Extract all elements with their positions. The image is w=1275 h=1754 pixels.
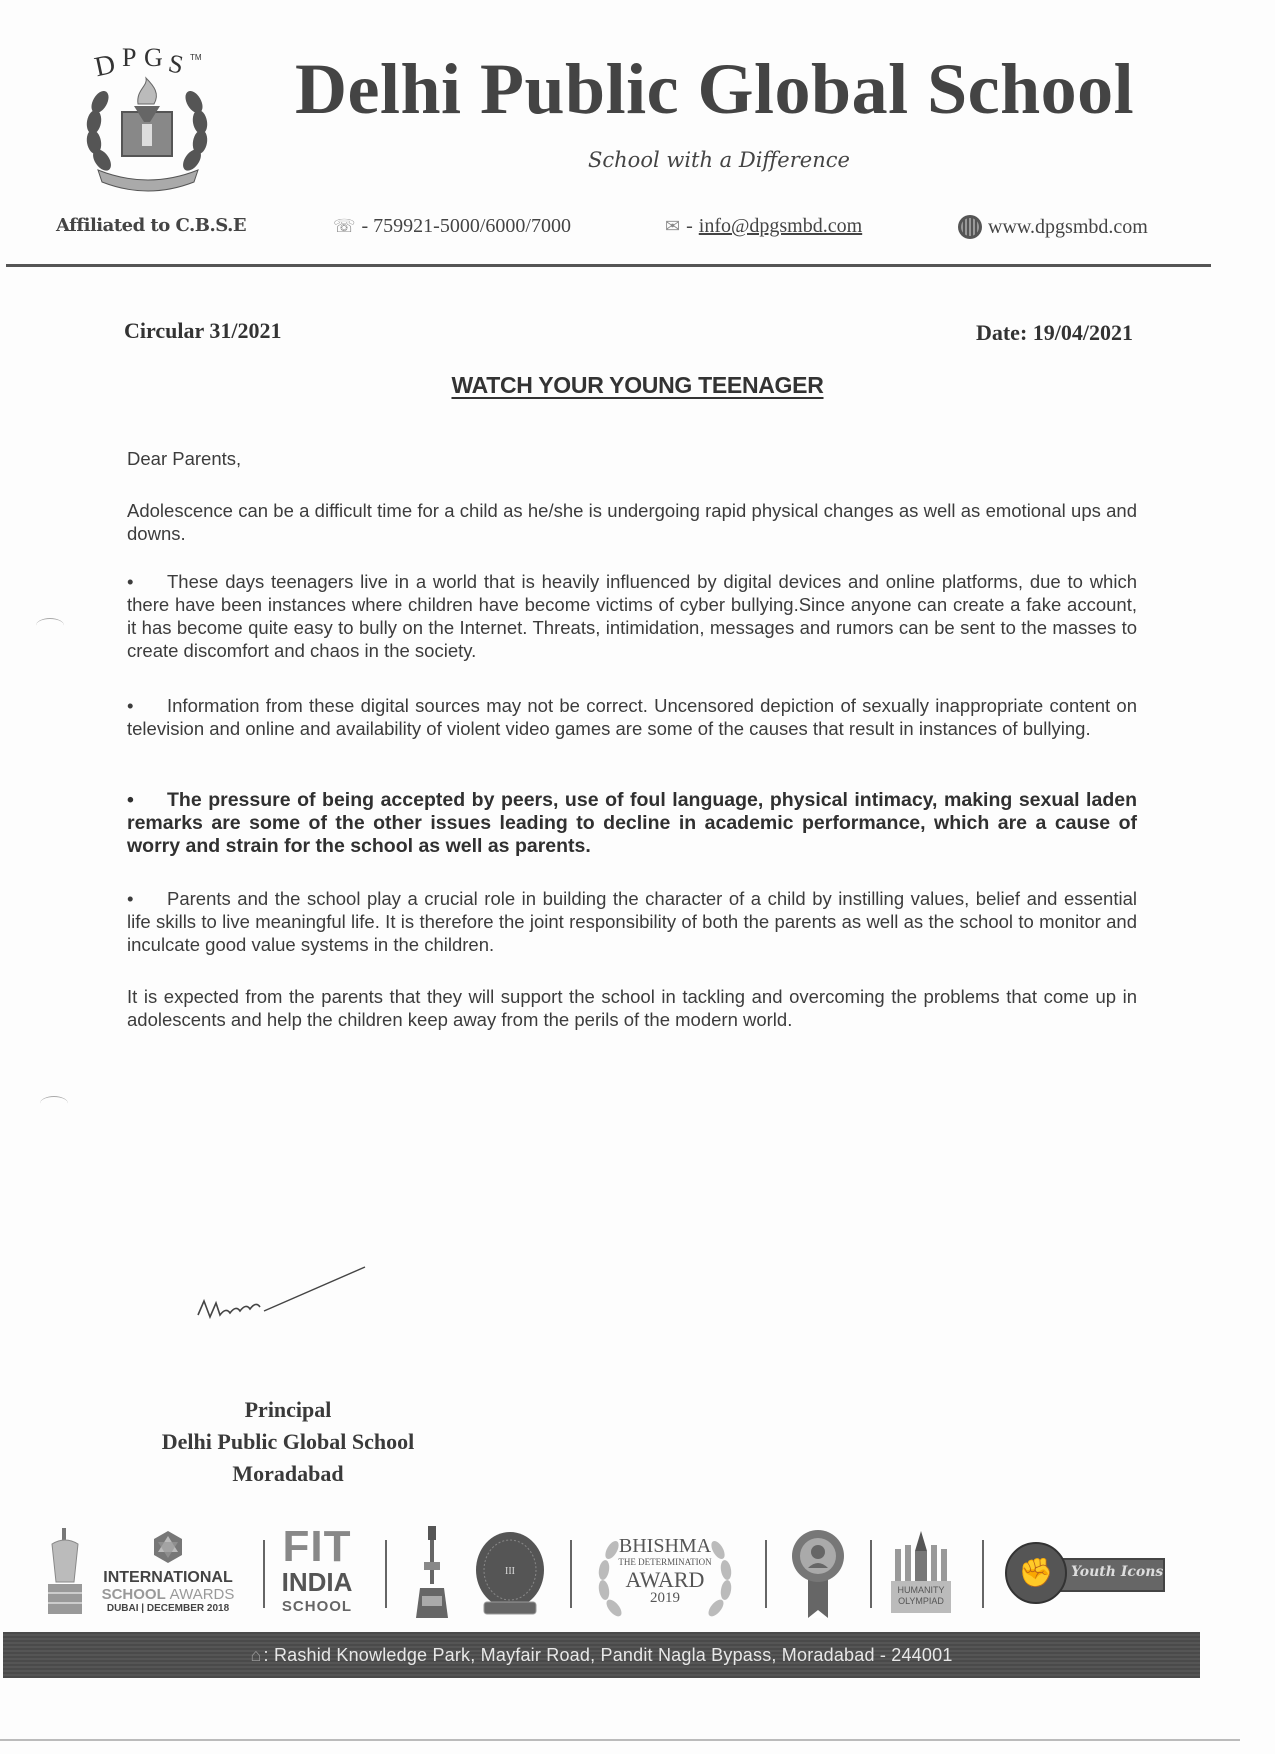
bullet-point: [127, 570, 1137, 662]
rosette-medal-icon: [788, 1522, 848, 1622]
humanity-line-1: HUMANITY: [897, 1585, 945, 1595]
separator: [982, 1540, 984, 1608]
isa-line-2: [102, 1587, 235, 1602]
circular-date: Date: 19/04/2021: [975, 320, 1133, 345]
school-tagline: School with a Difference: [588, 148, 850, 172]
bullet-icon: •: [127, 888, 134, 909]
bullet-point: [127, 694, 1137, 740]
separator: [870, 1540, 872, 1608]
greeting: Dear Parents,: [127, 448, 242, 469]
bullet-point-bold: [127, 789, 1137, 858]
email-contact: [665, 215, 862, 238]
youth-icons-badge: [1005, 1522, 1165, 1622]
bhishma-line-4: 2019: [650, 1590, 680, 1606]
seal-text: III: [505, 1566, 515, 1577]
pencils-icon: [891, 1531, 951, 1581]
bullet-icon: •: [127, 571, 134, 592]
website-contact: [958, 215, 1148, 239]
signatory-school: Delhi Public Global School: [161, 1429, 415, 1454]
location-pin-icon: ⌂: [250, 1644, 262, 1665]
pillar-trophy-icon: [410, 1522, 454, 1622]
international-school-awards-badge: [88, 1522, 248, 1622]
fit-line-2: INDIA: [281, 1566, 353, 1597]
humanity-line-2: OLYMPIAD: [898, 1596, 944, 1606]
youth-icons-label: Youth Icons: [1071, 1564, 1164, 1580]
awards-strip: [30, 1522, 1190, 1622]
svg-text:G: G: [144, 43, 163, 72]
bullet-text: The pressure of being accepted by peers, use of foul language, physical intimacy, making sexual laden remarks are some of the other issues leading to decline in academic performance, which are a cause of worry and strain for the school as well as parents.: [127, 789, 1137, 857]
school-address: : Rashid Knowledge Park, Mayfair Road, Pandit Nagla Bypass, Moradabad - 244001: [263, 1644, 953, 1665]
separator: [570, 1540, 572, 1608]
fit-line-1: FIT: [282, 1521, 352, 1571]
scan-mark: [36, 618, 64, 633]
bullet-text: Parents and the school play a crucial role in building the character of a child by instilling values, belief and essential life skills to live meaningful life. It is therefore the joint responsibility of both the parents as well as the school to monitor and inculcate good value systems in the children.: [127, 888, 1137, 955]
telephone-icon: ☏: [333, 216, 356, 236]
circular-number: Circular 31/2021: [124, 318, 282, 343]
phone-contact: [333, 215, 571, 238]
isa-awards: AWARDS: [169, 1586, 235, 1603]
fit-line-3: SCHOOL: [281, 1597, 353, 1615]
raised-fist-icon: ✊: [1005, 1542, 1067, 1604]
bhishma-line-3: AWARD: [625, 1567, 705, 1592]
school-name: Delhi Public Global School: [295, 49, 1135, 129]
isa-school: SCHOOL: [101, 1586, 166, 1603]
isa-line-3: DUBAI | DECEMBER 2018: [106, 1603, 230, 1614]
header-divider: [6, 264, 1211, 267]
circular-title: WATCH YOUR YOUNG TEENAGER: [451, 372, 824, 398]
bhishma-line-1: BHISHMA: [618, 1535, 712, 1557]
fit-india-school-badge: [272, 1522, 362, 1622]
bottom-divider: [0, 1739, 1240, 1741]
closing-paragraph: It is expected from the parents that they will support the school in tackling and overcoming the problems that come up in adolescents and help the children keep away from the perils of the modern world.: [127, 986, 1137, 1030]
trophy-icon: [40, 1522, 90, 1622]
humanity-olympiad-badge: [888, 1522, 954, 1622]
bhishma-line-2: THE DETERMINATION: [618, 1557, 712, 1567]
separator: [385, 1540, 387, 1608]
isa-line-1: INTERNATIONAL: [103, 1569, 233, 1586]
bullet-icon: •: [127, 789, 134, 811]
email-link[interactable]: info@dpgsmbd.com: [698, 215, 863, 237]
bhishma-award-badge: [590, 1522, 740, 1622]
bullet-text: These days teenagers live in a world that is heavily influenced by digital devices and online platforms, due to which there have been instances where children have become victims of cyber bullying.Since anyone can create a fake account, it has become quite easy to bully on the Internet. Threats, intimidation, messages and rumors can be sent to the masses to create discomfort and chaos in the society.: [127, 571, 1137, 661]
star-polyhedron-icon: [152, 1530, 184, 1564]
signatory-designation: Principal: [244, 1397, 332, 1422]
intro-paragraph: Adolescence can be a difficult time for a child as he/she is undergoing rapid physical changes as well as emotional ups and downs.: [127, 500, 1137, 544]
address-footer-bar: [3, 1632, 1200, 1678]
signatory-city: Moradabad: [232, 1461, 344, 1486]
school-crest-logo: [78, 42, 218, 194]
bullet-icon: •: [127, 695, 134, 716]
email-prefix: -: [686, 215, 693, 237]
contact-row: [0, 215, 1275, 245]
principal-signature: [190, 1265, 370, 1335]
svg-text:P: P: [122, 43, 137, 72]
humanity-olympiad-label: [891, 1581, 951, 1613]
phone-number: - 759921-5000/6000/7000: [361, 215, 571, 237]
svg-text:S: S: [165, 48, 187, 80]
separator: [765, 1540, 767, 1608]
bullet-text: Information from these digital sources may not be correct. Uncensored depiction of sexually inappropriate content on television and online and availability of violent video games are some of the causes that result in instances of bullying.: [127, 695, 1137, 739]
svg-text:D: D: [91, 48, 119, 84]
round-seal-badge: [470, 1522, 550, 1622]
envelope-icon: ✉: [665, 216, 681, 236]
bullet-point: [127, 887, 1137, 956]
signature-block: [148, 1394, 428, 1490]
affiliation-text: Affiliated to C.B.S.E: [56, 215, 247, 236]
separator: [263, 1540, 265, 1608]
svg-text:TM: TM: [190, 53, 202, 62]
globe-icon: [958, 215, 982, 239]
website-url[interactable]: www.dpgsmbd.com: [988, 215, 1148, 238]
scan-mark: [40, 1096, 68, 1111]
